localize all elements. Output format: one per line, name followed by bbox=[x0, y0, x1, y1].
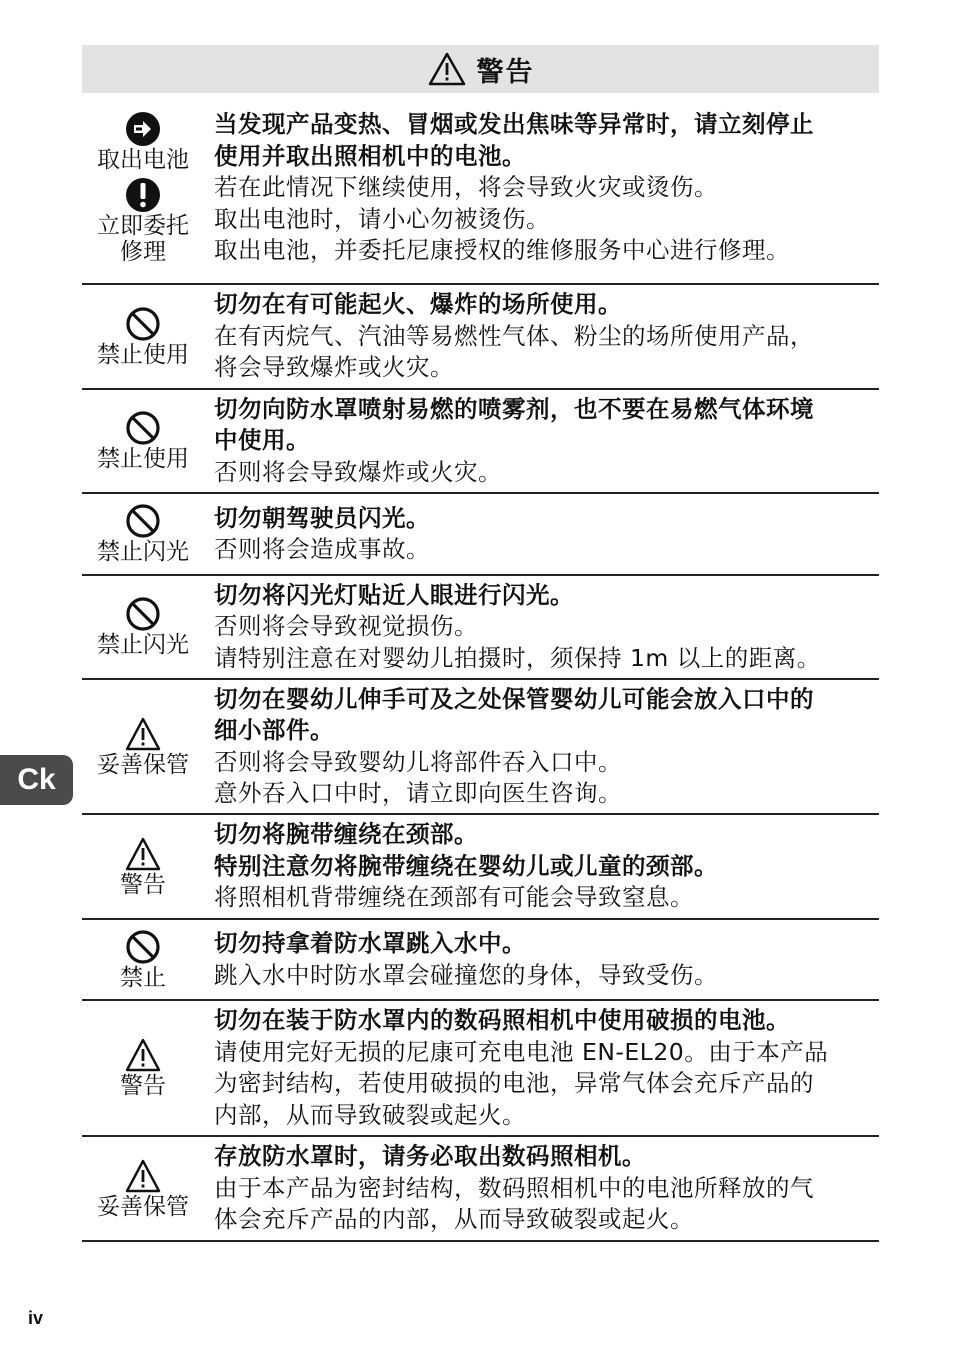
remove-battery-icon bbox=[124, 111, 162, 147]
warning-icon-column bbox=[82, 93, 204, 283]
warning-text bbox=[204, 1137, 879, 1240]
warning-heading-line: 特别注意勿将腕带缠绕在婴幼儿或儿童的颈部。 bbox=[214, 851, 718, 880]
warning-text bbox=[204, 1001, 879, 1135]
warning-text bbox=[204, 390, 879, 492]
warning-heading-line: 切勿将闪光灯贴近人眼进行闪光。 bbox=[214, 580, 574, 609]
warning-body-line: 跳入水中时防水罩会碰撞您的身体，导致受伤。 bbox=[214, 960, 718, 989]
warning-heading-line: 使用并取出照相机中的电池。 bbox=[214, 141, 526, 170]
warning-heading-line: 当发现产品变热、冒烟或发出焦味等异常时，请立刻停止 bbox=[214, 110, 814, 139]
warning-triangle-icon bbox=[124, 1158, 162, 1194]
warning-icon-column bbox=[82, 390, 204, 492]
icon-group bbox=[87, 1037, 199, 1099]
warning-row bbox=[82, 93, 879, 285]
warning-body-line: 意外吞入口中时，请立即向医生咨询。 bbox=[214, 779, 622, 807]
warning-body-line: 为密封结构，若使用破损的电池，异常气体会充斥产品的 bbox=[214, 1069, 814, 1097]
warning-heading-line: 切勿在婴幼儿伸手可及之处保管婴幼儿可能会放入口中的 bbox=[214, 684, 814, 713]
prohibited-icon bbox=[124, 306, 162, 342]
warning-heading-line: 切勿持拿着防水罩跳入水中。 bbox=[214, 929, 526, 957]
warning-header bbox=[82, 45, 879, 93]
warning-body-line: 内部，从而导致破裂或起火。 bbox=[214, 1100, 526, 1129]
warning-text bbox=[204, 494, 879, 574]
warning-heading-line: 切勿在装于防水罩内的数码照相机中使用破损的电池。 bbox=[214, 1006, 790, 1034]
warning-icon-column bbox=[82, 576, 204, 678]
icon-group bbox=[87, 929, 199, 991]
warning-heading-line: 切勿朝驾驶员闪光。 bbox=[214, 503, 430, 532]
page-number: iv bbox=[28, 1308, 44, 1328]
icon-label: 禁止 bbox=[120, 964, 166, 991]
warning-body-line: 否则将会导致爆炸或火灾。 bbox=[214, 457, 502, 486]
warning-icon-column bbox=[82, 815, 204, 918]
warning-row bbox=[82, 920, 879, 1001]
warning-body-line: 若在此情况下继续使用，将会导致火灾或烫伤。 bbox=[214, 173, 718, 202]
warning-text bbox=[204, 576, 879, 678]
icon-group bbox=[87, 716, 199, 778]
warning-triangle-icon bbox=[124, 1037, 162, 1073]
prohibited-icon bbox=[124, 410, 162, 446]
icon-label: 立即委托 修理 bbox=[97, 213, 189, 265]
warning-body-line: 体会充斥产品的内部，从而导致破裂或起火。 bbox=[214, 1205, 694, 1234]
warning-row bbox=[82, 1137, 879, 1242]
warning-triangle-icon bbox=[124, 716, 162, 752]
warning-heading-line: 中使用。 bbox=[214, 426, 310, 455]
warning-body-line: 否则将会造成事故。 bbox=[214, 535, 430, 563]
icon-group bbox=[87, 503, 199, 565]
warning-row bbox=[82, 1001, 879, 1137]
warning-row bbox=[82, 390, 879, 494]
warning-body-line: 否则将会导致婴幼儿将部件吞入口中。 bbox=[214, 747, 622, 776]
warning-triangle-icon bbox=[427, 51, 467, 87]
icon-group bbox=[87, 177, 199, 265]
prohibited-icon bbox=[124, 503, 162, 539]
warning-text bbox=[204, 285, 879, 388]
icon-group bbox=[87, 596, 199, 658]
icon-label: 取出电池 bbox=[97, 147, 189, 173]
warning-icon-column bbox=[82, 494, 204, 574]
warning-row bbox=[82, 680, 879, 815]
icon-label: 妥善保管 bbox=[97, 1193, 189, 1220]
warning-body-line: 取出电池，并委托尼康授权的维修服务中心进行修理。 bbox=[214, 236, 790, 265]
warning-icon-column bbox=[82, 1137, 204, 1240]
warning-triangle-icon bbox=[124, 836, 162, 872]
icon-label: 妥善保管 bbox=[97, 751, 189, 778]
icon-group bbox=[87, 410, 199, 472]
icon-label: 禁止使用 bbox=[97, 446, 189, 472]
warning-icon-column bbox=[82, 680, 204, 813]
warning-body-line: 将会导致爆炸或火灾。 bbox=[214, 353, 454, 382]
warning-text bbox=[204, 680, 879, 813]
icon-group bbox=[87, 306, 199, 368]
icon-group bbox=[87, 836, 199, 898]
icon-label: 警告 bbox=[120, 871, 166, 898]
warning-row bbox=[82, 285, 879, 390]
warning-row bbox=[82, 494, 879, 576]
warning-body-line: 请使用完好无损的尼康可充电电池 EN-EL20。由于本产品 bbox=[214, 1037, 829, 1066]
warning-body-line: 否则将会导致视觉损伤。 bbox=[214, 612, 478, 641]
prohibited-icon bbox=[124, 929, 162, 965]
prohibited-icon bbox=[124, 596, 162, 632]
warning-body-line: 取出电池时，请小心勿被烫伤。 bbox=[214, 204, 550, 233]
warning-body-line: 在有丙烷气、汽油等易燃性气体、粉尘的场所使用产品， bbox=[214, 321, 814, 350]
warning-icon-column bbox=[82, 1001, 204, 1135]
language-tab: Ck bbox=[0, 755, 73, 805]
icon-label: 警告 bbox=[120, 1073, 166, 1099]
warning-heading-line: 切勿在有可能起火、爆炸的场所使用。 bbox=[214, 290, 622, 319]
header-title: 警告 bbox=[476, 56, 535, 88]
icon-label: 禁止使用 bbox=[97, 341, 189, 368]
icon-group bbox=[87, 1158, 199, 1220]
warning-text bbox=[204, 93, 879, 283]
warning-icon-column bbox=[82, 285, 204, 388]
warning-body-line: 将照相机背带缠绕在颈部有可能会导致窒息。 bbox=[214, 883, 694, 912]
warning-body-line: 请特别注意在对婴幼儿拍摄时，须保持 1m 以上的距离。 bbox=[214, 643, 821, 672]
warning-heading-line: 切勿将腕带缠绕在颈部。 bbox=[214, 820, 478, 849]
warning-icon-column bbox=[82, 920, 204, 999]
icon-label: 禁止闪光 bbox=[97, 539, 189, 565]
icon-label: 禁止闪光 bbox=[97, 632, 189, 658]
warning-body-line: 由于本产品为密封结构，数码照相机中的电池所释放的气 bbox=[214, 1173, 814, 1202]
warning-heading-line: 切勿向防水罩喷射易燃的喷雾剂，也不要在易燃气体环境 bbox=[214, 394, 814, 423]
icon-group bbox=[87, 111, 199, 173]
warning-row bbox=[82, 576, 879, 680]
exclamation-icon bbox=[124, 177, 162, 213]
warning-heading-line: 细小部件。 bbox=[214, 716, 334, 744]
warning-heading-line: 存放防水罩时，请务必取出数码照相机。 bbox=[214, 1142, 646, 1171]
warnings-table bbox=[82, 93, 879, 1242]
warning-text bbox=[204, 920, 879, 999]
warning-row bbox=[82, 815, 879, 920]
warning-text bbox=[204, 815, 879, 918]
